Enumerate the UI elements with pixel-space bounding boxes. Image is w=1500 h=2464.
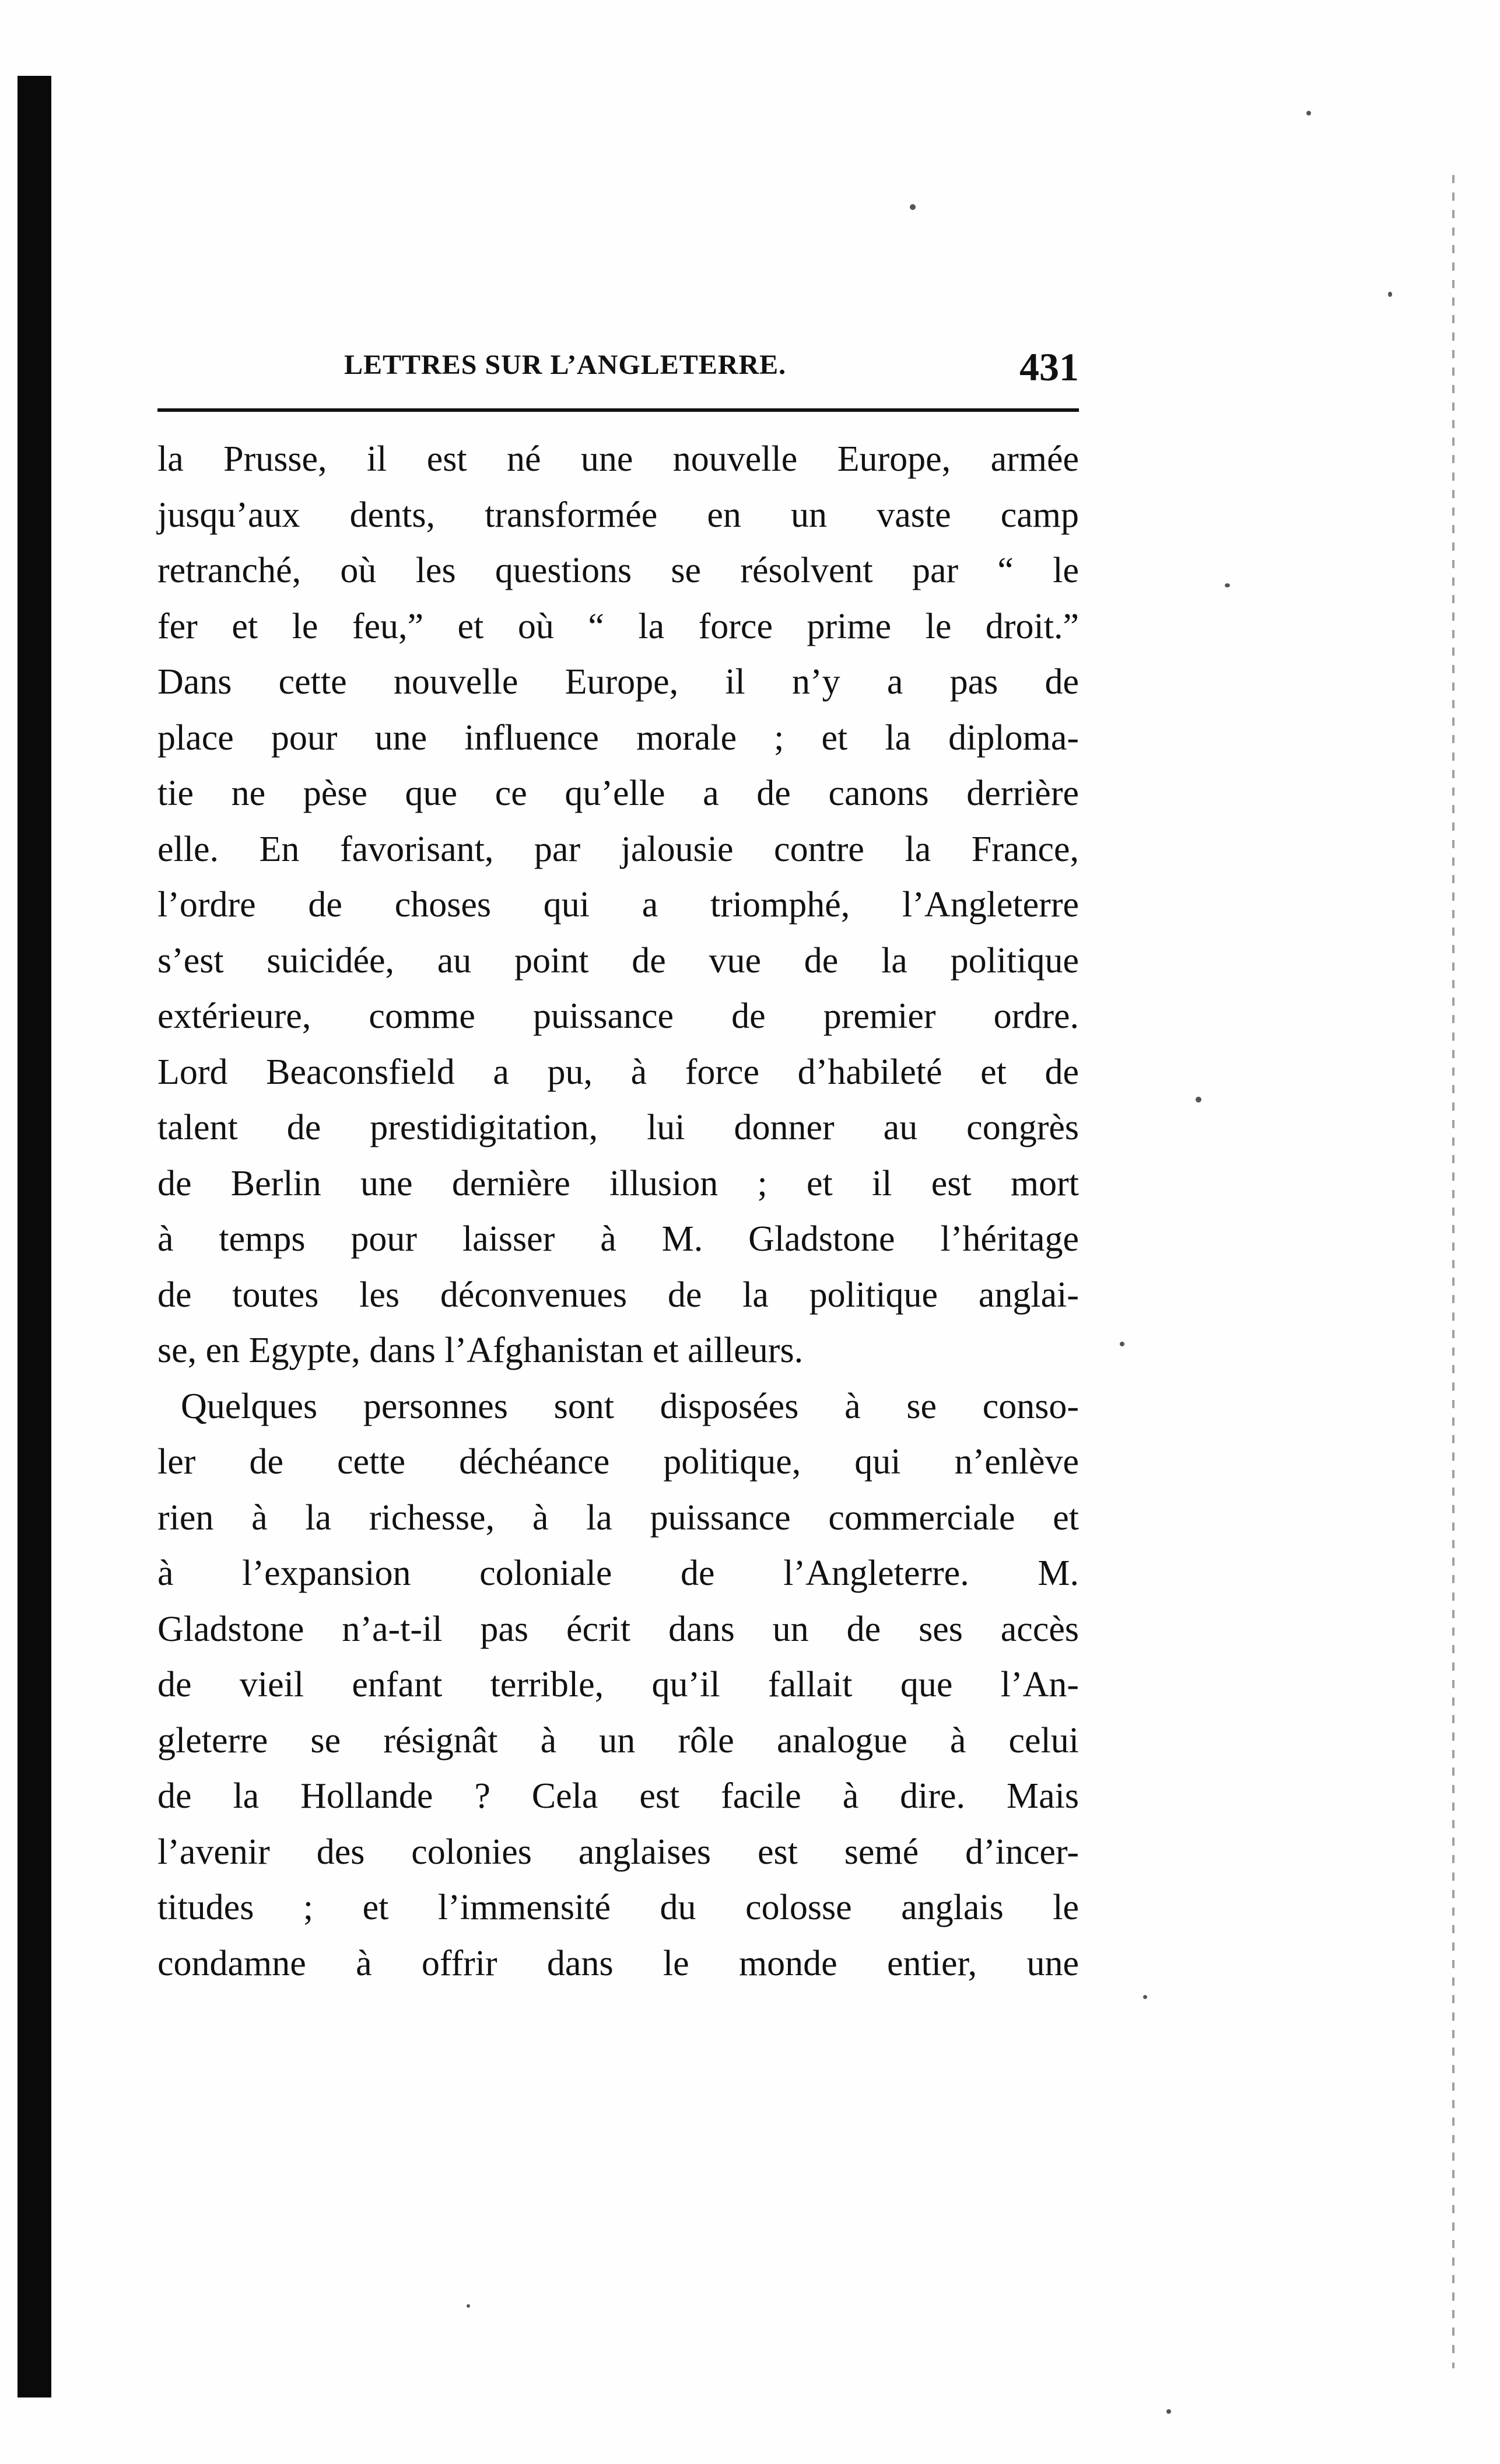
text-line: de toutes les déconvenues de la politique anglai- (157, 1275, 1079, 1315)
paper-speck (1388, 292, 1392, 297)
paper-speck (1225, 583, 1230, 587)
paper-speck (1143, 1995, 1147, 1999)
text-line: retranché, où les questions se résolvent par “ le (157, 551, 1079, 590)
paper-speck (467, 2304, 470, 2308)
text-line: Lord Beaconsfield a pu, à force d’habileté et de (157, 1052, 1079, 1092)
text-line: gleterre se résignât à un rôle analogue à celui (157, 1720, 1079, 1760)
text-line: talent de prestidigitation, lui donner au congrès (157, 1108, 1079, 1147)
body-text (157, 432, 1079, 1992)
paper-speck (1306, 111, 1311, 116)
text-line: à temps pour laisser à M. Gladstone l’héritage (157, 1219, 1079, 1259)
running-head (157, 344, 1079, 397)
text-line: la Prusse, il est né une nouvelle Europe, armée (157, 439, 1079, 479)
text-line: fer et le feu,” et où “ la force prime le droit.” (157, 606, 1079, 646)
text-line: l’avenir des colonies anglaises est semé d’incer- (157, 1832, 1079, 1872)
binding-shadow (17, 76, 51, 2398)
text-line: ler de cette déchéance politique, qui n’enlève (157, 1442, 1079, 1482)
paper-speck (1166, 2409, 1171, 2414)
text-line: de vieil enfant terrible, qu’il fallait que l’An- (157, 1665, 1079, 1704)
paper-speck (1196, 1097, 1201, 1102)
text-line: l’ordre de choses qui a triomphé, l’Angleterre (157, 885, 1079, 925)
text-line: tie ne pèse que ce qu’elle a de canons derrière (157, 774, 1079, 813)
text-line: place pour une influence morale ; et la diploma- (157, 718, 1079, 758)
text-line: se, en Egypte, dans l’Afghanistan et ailleurs. (157, 1331, 804, 1370)
text-line: condamne à offrir dans le monde entier, une (157, 1943, 1079, 1983)
paper-speck (910, 204, 916, 210)
text-line: Gladstone n’a-t-il pas écrit dans un de ses accès (157, 1609, 1079, 1649)
text-line: s’est suicidée, au point de vue de la politique (157, 940, 1079, 981)
text-line: de la Hollande ? Cela est facile à dire. Mais (157, 1776, 1079, 1816)
paper-speck (1120, 1342, 1124, 1346)
text-line: extérieure, comme puissance de premier ordre. (157, 996, 1079, 1036)
running-title: LETTRES SUR L’ANGLETERRE. (344, 349, 787, 380)
text-line: Dans cette nouvelle Europe, il n’y a pas de (157, 662, 1079, 702)
text-line: jusqu’aux dents, transformée en un vaste camp (157, 495, 1079, 535)
page-edge-line (1452, 175, 1455, 2368)
text-line: à l’expansion coloniale de l’Angleterre. M. (157, 1553, 1079, 1593)
text-line: de Berlin une dernière illusion ; et il est mort (157, 1163, 1079, 1203)
header-rule (157, 408, 1079, 412)
text-line: titudes ; et l’immensité du colosse anglais le (157, 1888, 1079, 1927)
paragraph-start-line: Quelques personnes sont disposées à se conso- (181, 1386, 1079, 1426)
text-line: elle. En favorisant, par jalousie contre la France, (157, 829, 1079, 869)
page-number: 431 (1019, 345, 1079, 389)
text-line: rien à la richesse, à la puissance commerciale et (157, 1497, 1079, 1538)
